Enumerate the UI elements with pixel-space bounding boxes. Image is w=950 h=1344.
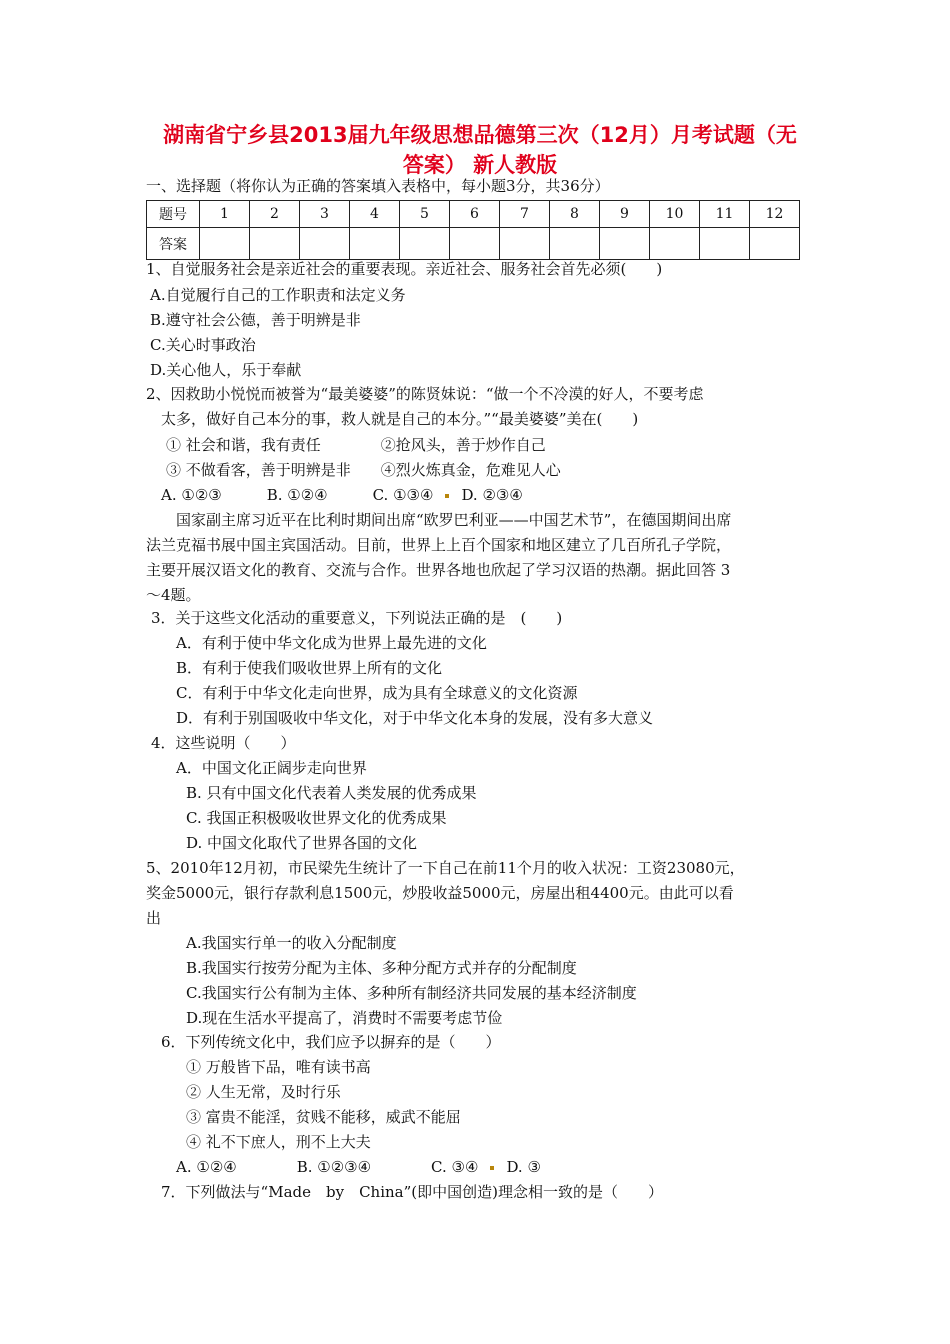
answer-cell [550, 228, 600, 260]
answer-cell [450, 228, 500, 260]
q1-option-b: B.遵守社会公德，善于明辨是非 [150, 311, 361, 329]
q6-item-4: ④ 礼不下庶人，刑不上大夫 [186, 1133, 371, 1151]
q1-option-d: D.关心他人，乐于奉献 [150, 361, 302, 379]
q1-option-c: C.关心时事政治 [150, 336, 256, 354]
section-heading: 一、选择题（将你认为正确的答案填入表格中，每小题3分，共36分） [146, 177, 610, 195]
answer-cell [750, 228, 800, 260]
title-line-2: 答案） 新人教版 [402, 153, 558, 177]
number-cell: 3 [300, 201, 350, 228]
number-cell: 5 [400, 201, 450, 228]
number-cell: 4 [350, 201, 400, 228]
q4-option-d: D. 中国文化取代了世界各国的文化 [186, 834, 418, 852]
q3-option-b: B．有利于使我们吸收世界上所有的文化 [176, 659, 443, 677]
q2-stem-1: 2、因救助小悦悦而被誉为“最美婆婆”的陈贤妹说：“做一个不冷漠的好人，不要考虑 [146, 385, 704, 403]
passage-line-4: ～4题。 [146, 586, 201, 604]
q4-stem: 4．这些说明（ ） [151, 734, 296, 752]
number-cell: 7 [500, 201, 550, 228]
marker-dot [445, 494, 449, 498]
number-cell: 9 [600, 201, 650, 228]
q6-item-1: ① 万般皆下品，唯有读书高 [186, 1058, 371, 1076]
title-line-1: 湖南省宁乡县2013届九年级思想品德第三次（12月）月考试题（无 [163, 123, 797, 147]
number-cell: 2 [250, 201, 300, 228]
q6-choices-abc: A. ①②④ B. ①②③④ C. ③④ [176, 1158, 479, 1176]
answer-cell [250, 228, 300, 260]
answer-table-number-row [147, 201, 800, 228]
answer-cell [700, 228, 750, 260]
q3-option-c: C．有利于中华文化走向世界，成为具有全球意义的文化资源 [176, 684, 578, 702]
q3-option-d: D．有利于别国吸收中华文化，对于中华文化本身的发展，没有多大意义 [176, 709, 654, 727]
q3-stem: 3．关于这些文化活动的重要意义，下列说法正确的是 ( ) [151, 609, 563, 627]
number-cell: 8 [550, 201, 600, 228]
q4-option-a: A．中国文化正阔步走向世界 [176, 759, 367, 777]
q3-option-a: A．有利于使中华文化成为世界上最先进的文化 [176, 634, 487, 652]
answer-cell [400, 228, 450, 260]
number-cell: 6 [450, 201, 500, 228]
q2-options-1-2: ① 社会和谐，我有责任 ②抢风头，善于炒作自己 [166, 436, 546, 454]
passage-line-3: 主要开展汉语文化的教育、交流与合作。世界各地也欣起了学习汉语的热潮。据此回答 3 [146, 561, 731, 579]
q2-choice-d: D. ②③④ [461, 486, 523, 504]
q6-item-2: ② 人生无常，及时行乐 [186, 1083, 341, 1101]
q1-stem: 1、自觉服务社会是亲近社会的重要表现。亲近社会、服务社会首先必须( ) [146, 260, 663, 278]
q5-stem-1: 5、2010年12月初，市民梁先生统计了一下自己在前11个月的收入状况：工资23080元， [146, 859, 745, 877]
q2-stem-2: 太多，做好自己本分的事，救人就是自己的本分。”“最美婆婆”美在( ) [161, 410, 639, 428]
passage-line-1: 国家副主席习近平在比利时期间出席“欧罗巴利亚——中国艺术节”，在德国期间出席 [176, 511, 732, 529]
q4-option-b: B. 只有中国文化代表着人类发展的优秀成果 [186, 784, 477, 802]
q5-option-b: B.我国实行按劳分配为主体、多种分配方式并存的分配制度 [186, 959, 577, 977]
row-label-number: 题号 [147, 201, 200, 228]
q6-stem: 6．下列传统文化中，我们应予以摒弃的是（ ） [161, 1033, 501, 1051]
q5-option-c: C.我国实行公有制为主体、多种所有制经济共同发展的基本经济制度 [186, 984, 637, 1002]
row-label-answer: 答案 [147, 228, 200, 260]
answer-cell [600, 228, 650, 260]
number-cell: 12 [750, 201, 800, 228]
document-title [140, 120, 820, 180]
q7-stem: 7．下列做法与“Made by China”(即中国创造)理念相一致的是（ ） [161, 1183, 663, 1201]
q2-choices [161, 485, 523, 505]
q5-option-d: D.现在生活水平提高了，消费时不需要考虑节俭 [186, 1009, 503, 1027]
q2-choices-abc: A. ①②③ B. ①②④ C. ①③④ [161, 486, 434, 504]
number-cell: 1 [200, 201, 250, 228]
answer-cell [300, 228, 350, 260]
answer-table-answer-row [147, 228, 800, 260]
q2-options-3-4: ③ 不做看客，善于明辨是非 ④烈火炼真金，危难见人心 [166, 461, 561, 479]
number-cell: 10 [650, 201, 700, 228]
q6-choice-d: D. ③ [506, 1158, 541, 1176]
number-cell: 11 [700, 201, 750, 228]
answer-cell [350, 228, 400, 260]
q5-option-a: A.我国实行单一的收入分配制度 [186, 934, 397, 952]
answer-cell [500, 228, 550, 260]
passage-line-2: 法兰克福书展中国主宾国活动。目前，世界上上百个国家和地区建立了几百所孔子学院， [146, 536, 732, 554]
answer-table [146, 200, 800, 260]
q5-stem-2: 奖金5000元，银行存款利息1500元，炒股收益5000元，房屋出租4400元。由此可以看 [146, 884, 734, 902]
marker-dot [490, 1166, 494, 1170]
q5-stem-3: 出 [146, 909, 162, 927]
answer-cell [650, 228, 700, 260]
q4-option-c: C. 我国正积极吸收世界文化的优秀成果 [186, 809, 447, 827]
q1-option-a: A.自觉履行自己的工作职责和法定义务 [150, 286, 406, 304]
q6-item-3: ③ 富贵不能淫，贫贱不能移，威武不能屈 [186, 1108, 461, 1126]
q6-choices [176, 1157, 541, 1177]
answer-cell [200, 228, 250, 260]
